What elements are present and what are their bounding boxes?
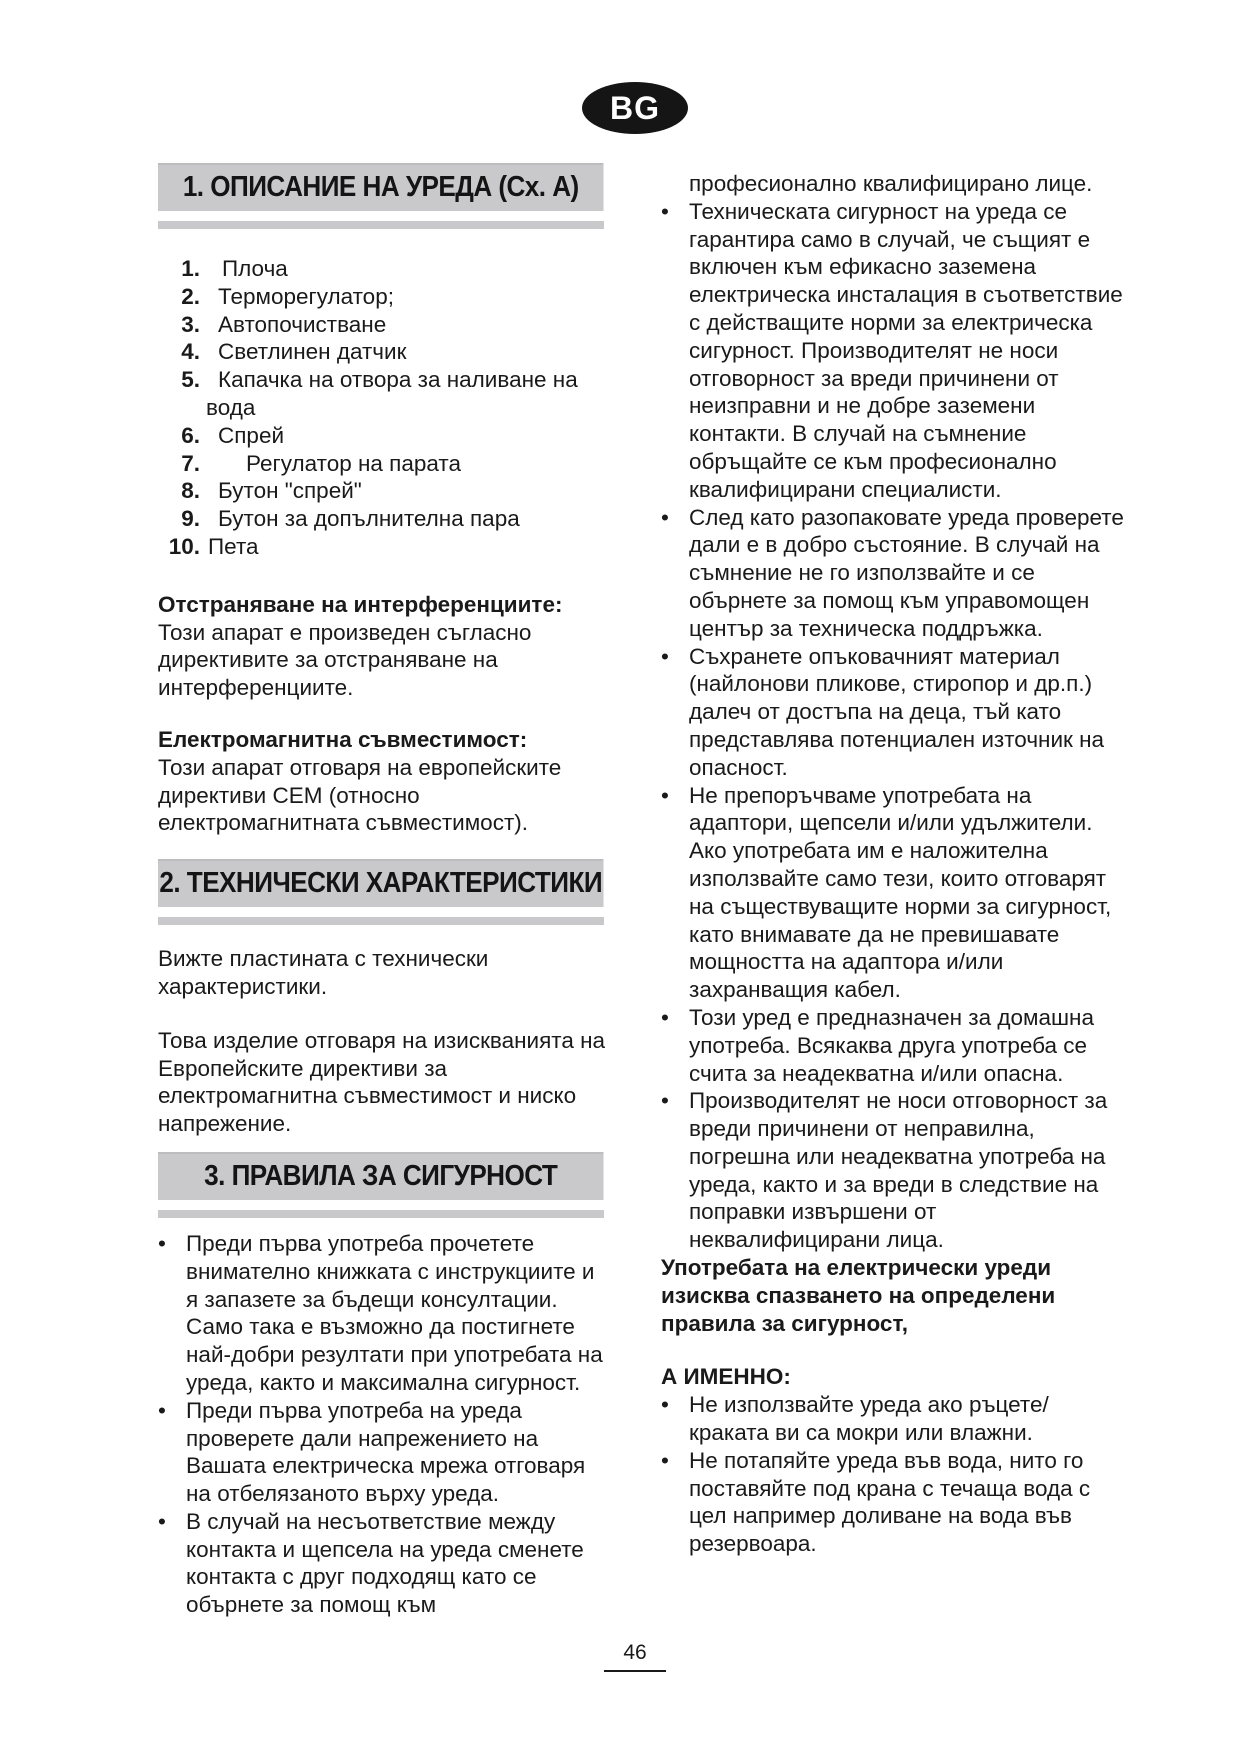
bullet-text: Преди първа употреба прочетете внимателно книжката с инструкциите и я запазете за бъдещи консултации. Само така е възможно да постигнете най-добри резултати при употребата на уреда, както и максимална сигурност. (186, 1230, 603, 1395)
section-1-title: 1. ОПИСАНИЕ НА УРЕДА (Сх. А) (182, 171, 579, 204)
part-number: 8. (181, 478, 200, 504)
spacer (158, 702, 608, 726)
bullet-icon: • (661, 1004, 669, 1030)
parts-list (158, 255, 608, 561)
list-item (158, 422, 608, 450)
list-item (158, 450, 608, 478)
section-divider (158, 221, 604, 229)
bullet-icon: • (158, 1230, 166, 1256)
list-item (661, 643, 1131, 782)
list-item (158, 1397, 608, 1508)
page-number: 46 (604, 1640, 666, 1672)
list-item (661, 1391, 1131, 1447)
bullet-text: Не потапяйте уреда във вода, нито го поставяйте под крана с течаща вода с цел например доливане на вода във резервоара. (689, 1447, 1091, 1557)
section-2-title: 2. ТЕХНИЧЕСКИ ХАРАКТЕРИСТИКИ (159, 867, 603, 900)
right-column (661, 170, 1131, 1558)
bullet-icon: • (661, 1447, 669, 1473)
spacer (158, 837, 608, 859)
interference-text: Този апарат е произведен съгласно директивите за отстраняване на интерференциите. (158, 619, 532, 701)
namely-heading: А ИМЕННО: (661, 1364, 791, 1390)
safety-bullets (158, 1230, 608, 1619)
spacer (158, 1001, 608, 1027)
bullet-icon: • (661, 782, 669, 808)
bullet-text: Не използвайте уреда ако ръцете/ краката ви са мокри или влажни. (689, 1392, 1049, 1446)
safety-bullets-continued (661, 198, 1131, 1254)
bullet-text: След като разопаковате уреда проверете дали е в добро състояние. В случай на съмнение не го използвайте и се обърнете за помощ към управомощен център за техническа поддръжка. (689, 504, 1124, 641)
part-number: 9. (181, 506, 200, 532)
part-number: 6. (181, 422, 200, 448)
part-label: Пета (208, 533, 259, 559)
section-2-heading (158, 859, 604, 907)
section-3-title: 3. ПРАВИЛА ЗА СИГУРНОСТ (204, 1160, 558, 1193)
list-item (158, 283, 608, 311)
bullet-text: Не препоръчваме употребата на адаптори, щепсели и/или удължители. Ако употребата им е наложителна използвайте само тези, които отговарят на съществуващите норми за сигурност, като внимавате да не превишавате мощността на адаптора и/или захранващия кабел. (689, 782, 1112, 1003)
part-label: Автопочистване (218, 311, 387, 337)
rules-note: Употребата на електрически уреди изисква спазването на определени правила за сигурност, (661, 1255, 1056, 1336)
section-3-heading (158, 1152, 604, 1200)
interference-heading: Отстраняване на интерференциите: (158, 591, 563, 617)
spacer (158, 1218, 608, 1230)
list-item (661, 1447, 1131, 1558)
list-item (158, 338, 608, 366)
section-divider (158, 1210, 604, 1218)
bullet-text: В случай на несъответствие между контакта и щепсела на уреда сменете контакта с друг подходящ като се обърнете за помощ към (186, 1508, 584, 1618)
list-item (158, 311, 608, 339)
list-item (158, 1508, 608, 1619)
bullet-icon: • (661, 1392, 669, 1418)
part-label: Плоча (222, 256, 288, 281)
list-item (158, 366, 608, 394)
bullet-text: Производителят не носи отговорност за вреди причинени от неправилна, погрешна или неадекватна употреба на уреда, както и за вреди в следствие на поправки извършени от неквалифицирани лица. (689, 1088, 1108, 1253)
language-badge: BG (582, 82, 688, 134)
part-number: 1. (181, 256, 200, 281)
part-label: Светлинен датчик (218, 339, 407, 365)
spacer (661, 1337, 1131, 1363)
tech-plate-text: Вижте пластината с технически характеристики. (158, 946, 489, 999)
emc-text: Този апарат отговаря на европейските директиви CEM (относно електромагнитната съвместимост). (158, 754, 562, 836)
bullet-icon: • (661, 198, 669, 224)
list-item (158, 533, 608, 561)
list-item (661, 782, 1131, 1004)
part-label: Бутон "спрей" (218, 478, 362, 504)
list-item (158, 255, 608, 283)
list-item (158, 1230, 608, 1397)
spacer (158, 561, 608, 591)
bullet-text: Този уред е предназначен за домашна употреба. Всякаква друга употреба се счита за неадекватна и/или опасна. (689, 1004, 1094, 1086)
continuation-text: професионално квалифицирано лице. (689, 171, 1093, 196)
list-item (661, 198, 1131, 504)
part-number: 7. (181, 450, 200, 476)
part-number: 2. (181, 283, 200, 309)
list-item (661, 504, 1131, 643)
section-1-heading (158, 163, 604, 211)
part-label: Бутон за допълнителна пара (218, 506, 520, 532)
bullet-icon: • (661, 504, 669, 530)
bullet-text: Техническата сигурност на уреда се гарантира само в случай, че същият е включен към ефикасно заземена електрическа инсталация в съответствие с действащите норми за електрическа сигурност. Производителят не носи отговорност за вреди причинени от неизправни и не добре заземени контакти. В случай на съмнение обръщайте се към професионално квалифицирани специалисти. (689, 198, 1123, 502)
section-divider (158, 917, 604, 925)
part-number: 5. (181, 367, 200, 393)
list-item (661, 1087, 1131, 1254)
bullet-icon: • (661, 1088, 669, 1114)
bullet-text: Преди първа употреба на уреда проверете дали напрежението на Вашата електрическа мрежа отговаря на отбелязаното върху уреда. (186, 1397, 586, 1507)
part-label: Регулатор на парата (246, 450, 461, 476)
namely-bullets (661, 1391, 1131, 1558)
part-label-continuation: вода (206, 394, 256, 420)
bullet-icon: • (661, 643, 669, 669)
spacer (158, 1138, 608, 1152)
part-number: 3. (181, 311, 200, 337)
part-label: Терморегулатор; (218, 283, 394, 309)
part-number: 4. (181, 339, 200, 365)
part-label: Спрей (218, 422, 285, 448)
spacer (158, 925, 608, 945)
emc-heading: Електромагнитна съвместимост: (158, 726, 528, 752)
list-item (158, 505, 608, 533)
list-item (661, 1004, 1131, 1087)
part-number: 10. (168, 533, 200, 559)
list-item-continuation (158, 394, 608, 422)
bullet-icon: • (158, 1508, 166, 1534)
left-column (158, 163, 608, 1619)
directives-text: Това изделие отговаря на изискванията на Европейските директиви за електромагнитна съвместимост и ниско напрежение. (158, 1027, 606, 1137)
bullet-icon: • (158, 1397, 166, 1423)
bullet-text: Съхранете опъковачният материал (найлонови пликове, стиропор и др.п.) далеч от достъпа на деца, тъй като представлява потенциален източник на опасност. (689, 643, 1105, 780)
list-item (158, 477, 608, 505)
part-label: Капачка на отвора за наливане на (218, 367, 578, 393)
